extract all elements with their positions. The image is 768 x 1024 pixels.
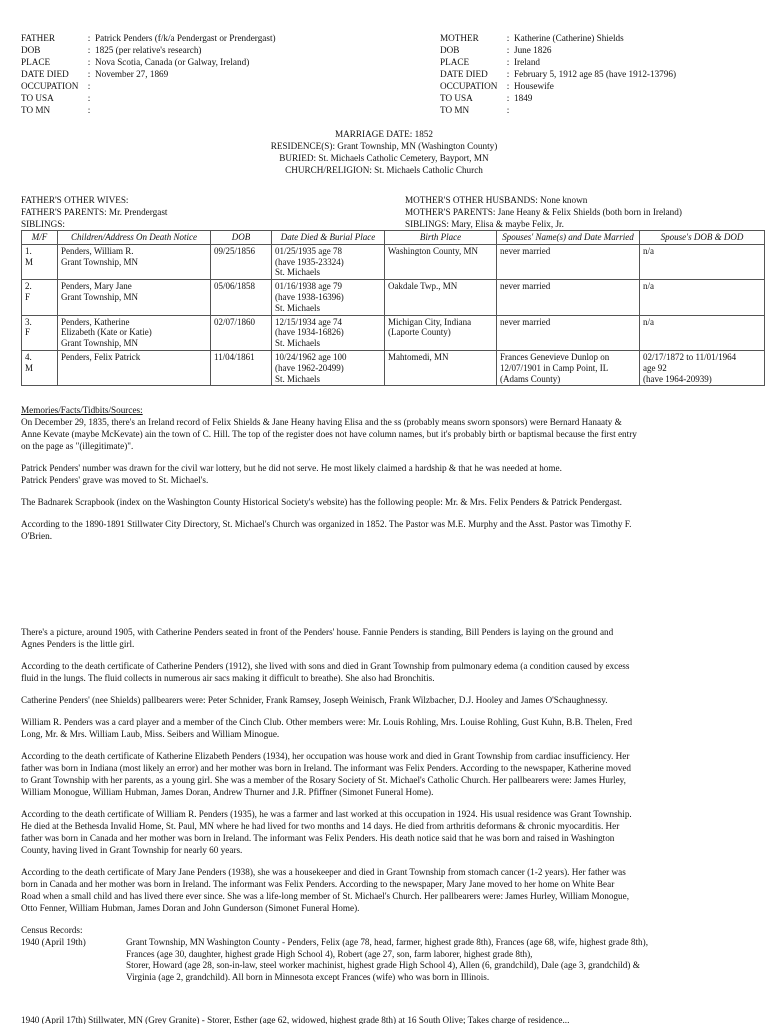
- father-row: [21, 105, 276, 117]
- table-header-row: [22, 231, 765, 245]
- cell-died: [272, 280, 385, 315]
- table-row: [22, 315, 765, 350]
- cell-spouse-dates: [640, 244, 765, 279]
- cell-child: [58, 244, 211, 279]
- note-line: According to the 1890-1891 Stillwater City Directory, St. Michael's Church was organized in 1852. The Pastor was M.E. Murphy and the Asst. Pastor was Timothy F.: [21, 518, 632, 529]
- notes-section-2: [21, 627, 749, 984]
- father-label: FATHER: [21, 33, 56, 43]
- colon-separator: :: [506, 81, 510, 91]
- cell-birth-place: [385, 244, 497, 279]
- cell-mf-line: F: [25, 327, 31, 338]
- note-line: Patrick Penders' grave was moved to St. Michael's.: [21, 474, 209, 485]
- note-paragraph: [21, 751, 749, 799]
- cell-died-line: (have 1962-20499): [275, 362, 344, 373]
- colon-separator: :: [87, 57, 91, 67]
- note-paragraph: [21, 867, 749, 915]
- cell-child-line: Penders, William R.: [61, 245, 134, 256]
- cell-birth-place-line: Oakdale Twp., MN: [388, 281, 458, 292]
- mother-value: Housewife: [514, 81, 554, 91]
- note-line: On December 29, 1835, there's an Ireland record of Felix Shields & Jane Heany having Elisa and the ss (probably means sworn sponsors) were Bernard Hanaaty &: [21, 416, 622, 427]
- cell-spouse-line: never married: [500, 245, 551, 256]
- col-header-dob: DOB: [211, 231, 272, 245]
- note-line: Agnes Penders is the little girl.: [21, 639, 135, 649]
- cell-child: [58, 280, 211, 315]
- mother-label: DATE DIED: [440, 69, 488, 79]
- mother-other-husbands: MOTHER'S OTHER HUSBANDS: None known: [405, 195, 588, 205]
- father-label: OCCUPATION: [21, 81, 79, 91]
- father-row: [21, 81, 276, 93]
- cell-spouse-line: 12/07/1901 in Camp Point, IL: [500, 362, 609, 373]
- residence: RESIDENCE(S): Grant Township, MN (Washington County): [270, 141, 498, 151]
- colon-separator: :: [87, 81, 91, 91]
- note-line: According to the death certificate of Catherine Penders (1912), she lived with sons and died in Grant Township from pulmonary edema (a condition caused by excess: [21, 661, 630, 671]
- note-line: to Grant Township with her parents, as a young girl. She was a member of the Rosary Society of St. Michael's Catholic Church. Her pallbearers were: James Hurley,: [21, 775, 626, 785]
- note-paragraph: [21, 417, 749, 453]
- mother-label: PLACE: [440, 57, 470, 67]
- cell-died: [272, 350, 385, 385]
- father-row: [21, 33, 276, 45]
- note-paragraph: [21, 627, 749, 651]
- colon-separator: :: [506, 57, 510, 67]
- father-value: 1825 (per relative's research): [95, 45, 202, 55]
- cell-died-line: St. Michaels: [275, 267, 320, 278]
- census-heading: Census Records:: [21, 925, 83, 935]
- col-header-mf: M/F: [22, 231, 58, 245]
- note-paragraph: [21, 519, 749, 543]
- cell-child-line: Penders, Mary Jane: [61, 281, 132, 292]
- cell-spouse-dates: [640, 350, 765, 385]
- cell-dob: 11/04/1861: [211, 350, 272, 385]
- mother-row: [440, 93, 676, 105]
- mother-siblings: SIBLINGS: Mary, Elisa & maybe Felix, Jr.: [405, 219, 564, 229]
- cell-spouse-dates-line: n/a: [643, 281, 654, 292]
- cell-child: [58, 315, 211, 350]
- note-line: Long, Mr. & Mrs. William Laub, Miss. Seibers and William Minogue.: [21, 729, 280, 739]
- colon-separator: :: [87, 45, 91, 55]
- father-value: November 27, 1869: [95, 69, 169, 79]
- colon-separator: :: [87, 105, 91, 115]
- father-label: PLACE: [21, 57, 51, 67]
- note-line: County, having lived in Grant Township for nearly 60 years.: [21, 845, 243, 855]
- note-line: The Badnarek Scrapbook (index on the Washington County Historical Society's website) has the following people: Mr. & Mrs. Felix Penders & Patrick Pendergast.: [21, 496, 622, 507]
- cell-spouse-dates-line: (have 1964-20939): [643, 373, 712, 384]
- cell-spouse-dates-line: n/a: [643, 316, 654, 327]
- cell-mf-line: 3.: [25, 316, 32, 327]
- mother-row: [440, 105, 676, 117]
- census-year: 1940 (April 19th): [21, 936, 86, 947]
- colon-separator: :: [506, 33, 510, 43]
- note-line: on the page as "(illegitimate)".: [21, 440, 134, 451]
- census-record: [21, 937, 749, 984]
- census-text: [126, 937, 749, 984]
- cell-child-line: Penders, Katherine: [61, 316, 130, 327]
- census-line: Storer, Howard (age 28, son-in-law, steel worker machinist, highest grade High School 4), Allen (6, grandchild), Dale (age 3, grandchild) &: [126, 960, 640, 971]
- cell-birth-place-line: Michigan City, Indiana: [388, 316, 472, 327]
- colon-separator: :: [87, 69, 91, 79]
- cell-mf-line: F: [25, 291, 31, 302]
- colon-separator: :: [506, 93, 510, 103]
- cell-birth-place-line: Washington County, MN: [388, 245, 478, 256]
- cell-spouse-dates-line: 02/17/1872 to 11/01/1964: [643, 351, 737, 362]
- father-info: [21, 33, 276, 117]
- cell-dob: 09/25/1856: [211, 244, 272, 279]
- marriage-date: MARRIAGE DATE: 1852: [335, 129, 433, 139]
- mother-label: OCCUPATION: [440, 81, 498, 91]
- mother-parents: MOTHER'S PARENTS: Jane Heany & Felix Shields (both born in Ireland): [405, 207, 682, 217]
- mother-row: [440, 57, 676, 69]
- cell-died-line: 12/15/1934 age 74: [275, 316, 342, 327]
- mother-info: [440, 33, 676, 117]
- note-line: Otto Fenner, William Hubman, James Doran and John Gunderson (Simonet Funeral Home).: [21, 903, 360, 913]
- note-line: According to the death certificate of William R. Penders (1935), he was a farmer and last worked at this occupation in 1924. His usual residence was Grant Township.: [21, 809, 632, 819]
- cell-child: [58, 350, 211, 385]
- father-label: DATE DIED: [21, 69, 69, 79]
- note-paragraph: [21, 695, 749, 707]
- note-line: Road when a small child and has lived there ever since. She was a life-long member of St. Michael's Church. Her pallbearers were: James Hurley, William Monogue,: [21, 891, 629, 901]
- father-label: TO USA: [21, 93, 54, 103]
- mother-row: [440, 81, 676, 93]
- note-line: father was born in Indiana (most likely an error) and her mother was born in Ireland. The informant was Felix Penders. According to the newspaper, Katherine moved: [21, 763, 631, 773]
- cell-died-line: (have 1938-16396): [275, 291, 344, 302]
- col-header-spouses: Spouses' Name(s) and Date Married: [497, 231, 640, 245]
- mother-value: June 1826: [514, 45, 552, 55]
- cell-mf-line: 2.: [25, 281, 32, 292]
- cell-child-line: Penders, Felix Patrick: [61, 351, 141, 362]
- cell-birth-place: [385, 315, 497, 350]
- cell-spouse-line: never married: [500, 316, 551, 327]
- cell-died: [272, 315, 385, 350]
- father-row: [21, 57, 276, 69]
- cell-died-line: (have 1934-16826): [275, 327, 344, 338]
- cell-birth-place-line: (Laporte County): [388, 327, 451, 338]
- mother-value: February 5, 1912 age 85 (have 1912-13796): [514, 69, 677, 79]
- father-row: [21, 93, 276, 105]
- mother-label: TO MN: [440, 105, 470, 115]
- note-line: Patrick Penders' number was drawn for the civil war lottery, but he did not serve. He most likely claimed a hardship & that he was needed at home.: [21, 462, 562, 473]
- cell-spouse-dates: [640, 315, 765, 350]
- note-paragraph: [21, 809, 749, 857]
- buried: BURIED: St. Michaels Catholic Cemetery, Bayport, MN: [279, 153, 489, 163]
- cell-died: [272, 244, 385, 279]
- cell-died-line: St. Michaels: [275, 302, 320, 313]
- notes-heading: Memories/Facts/Tidbits/Sources:: [21, 405, 143, 415]
- mother-label: TO USA: [440, 93, 473, 103]
- cell-mf-line: M: [25, 256, 34, 267]
- children-table: [21, 230, 765, 386]
- note-line: According to the death certificate of Mary Jane Penders (1938), she was a housekeeper and died in Grant Township from stomach cancer (1-2 years). Her father was: [21, 867, 626, 877]
- mother-value: Ireland: [514, 57, 541, 67]
- census-line: Grant Township, MN Washington County - Penders, Felix (age 78, head, farmer, highest grade 8th), Frances (age 68, wife, highest grade 8th),: [126, 936, 648, 947]
- cell-spouse-line: never married: [500, 281, 551, 292]
- mother-relations: [405, 194, 682, 230]
- cell-child-line: Grant Township, MN: [61, 291, 138, 302]
- cell-spouse: [497, 280, 640, 315]
- cell-spouse-dates-line: age 92: [643, 362, 667, 373]
- census-line: Frances (age 30, daughter, highest grade High School 4), Robert (age 27, son, farm laborer, highest grade 8th),: [126, 948, 533, 959]
- col-header-spouse-dates: Spouse's DOB & DOD: [640, 231, 765, 245]
- cell-spouse-line: Frances Genevieve Dunlop on: [500, 351, 610, 362]
- cell-spouse: [497, 350, 640, 385]
- cell-died-line: (have 1935-23324): [275, 256, 344, 267]
- mother-label: MOTHER: [440, 33, 479, 43]
- mother-value: Katherine (Catherine) Shields: [514, 33, 624, 43]
- note-line: Anne Kevate (maybe McKevate) ain the town of C. Hill. The top of the register does not have column names, but it's probably birth or baptismal because the first entry: [21, 428, 637, 439]
- cell-dob: 05/06/1858: [211, 280, 272, 315]
- note-line: father was born in Canada and her mother was born in Ireland. The informant was Felix Penders. His death notice said that he was born and raised in Washington: [21, 833, 615, 843]
- colon-separator: :: [87, 93, 91, 103]
- cell-dob: 02/07/1860: [211, 315, 272, 350]
- cell-birth-place: [385, 350, 497, 385]
- cell-died-line: St. Michaels: [275, 373, 320, 384]
- mother-row: [440, 45, 676, 57]
- colon-separator: :: [506, 105, 510, 115]
- father-value: Nova Scotia, Canada (or Galway, Ireland): [95, 57, 250, 67]
- father-siblings: SIBLINGS:: [21, 219, 65, 229]
- col-header-children: Children/Address On Death Notice: [58, 231, 211, 245]
- cell-birth-place: [385, 280, 497, 315]
- note-line: There's a picture, around 1905, with Catherine Penders seated in front of the Penders' house. Fannie Penders is standing, Bill Penders is laying on the ground and: [21, 627, 614, 637]
- note-line: O'Brien.: [21, 530, 52, 541]
- cell-child-line: Grant Township, MN: [61, 256, 138, 267]
- cell-mf-line: 1.: [25, 245, 32, 256]
- note-paragraph: [21, 717, 749, 741]
- table-row: [22, 350, 765, 385]
- note-line: William R. Penders was a card player and a member of the Cinch Club. Other members were: Mr. Louis Rohling, Mrs. Louise Rohling, Gust Kuhn, B.B. Thelen, Fred: [21, 717, 633, 727]
- cell-mf: [22, 280, 58, 315]
- cell-child-line: Grant Township, MN: [61, 338, 138, 349]
- colon-separator: :: [506, 69, 510, 79]
- cut-off-census-line: 1940 (April 17th) Stillwater, MN (Grey Granite) - Storer, Esther (age 62, widowed, highest grade 8th) at 16 South Olive; Takes charge of residence...: [21, 1015, 570, 1024]
- colon-separator: :: [506, 45, 510, 55]
- note-paragraph: [21, 463, 749, 487]
- cell-died-line: 01/16/1938 age 79: [275, 281, 342, 292]
- cell-mf: [22, 244, 58, 279]
- note-line: William Monogue, William Hubman, James Doran, Andrew Thurner and J.R. Pfiffner (Simonet Funeral Home).: [21, 787, 434, 797]
- cell-died-line: 01/25/1935 age 78: [275, 245, 342, 256]
- note-line: fluid in the lungs. The fluid collects in numerous air sacs making it difficult to breathe). She also had Bronchitis.: [21, 673, 435, 683]
- mother-value: 1849: [514, 93, 533, 103]
- table-row: [22, 280, 765, 315]
- cell-spouse-dates: [640, 280, 765, 315]
- cell-mf: [22, 350, 58, 385]
- colon-separator: :: [87, 33, 91, 43]
- mother-row: [440, 69, 676, 81]
- father-label: DOB: [21, 45, 41, 55]
- cell-died-line: 10/24/1962 age 100: [275, 351, 347, 362]
- father-value: Patrick Penders (f/k/a Pendergast or Prendergast): [95, 33, 276, 43]
- col-header-birth-place: Birth Place: [385, 231, 497, 245]
- cell-child-line: Elizabeth (Kate or Katie): [61, 327, 152, 338]
- census-line: Virginia (age 2, grandchild). All born in Minnesota except Frances (wife) who was born in Illinois.: [126, 972, 490, 983]
- father-relations: [21, 194, 167, 230]
- cell-spouse-line: (Adams County): [500, 373, 561, 384]
- note-line: He died at the Bethesda Invalid Home, St. Paul, MN where he had lived for two months and 14 days. He died from arthritis deformans & chronic myocarditis. Her: [21, 821, 620, 831]
- cell-spouse-dates-line: n/a: [643, 245, 654, 256]
- cell-spouse: [497, 315, 640, 350]
- note-paragraph: [21, 661, 749, 685]
- father-parents: FATHER'S PARENTS: Mr. Prendergast: [21, 207, 168, 217]
- father-row: [21, 45, 276, 57]
- cell-spouse: [497, 244, 640, 279]
- cell-mf: [22, 315, 58, 350]
- note-line: Catherine Penders' (nee Shields) pallbearers were: Peter Schnider, Frank Ramsey, Joseph Weinisch, Frank Wilzbacher, D.J. Hooley and James O'Schaughnessy.: [21, 695, 608, 705]
- col-header-died: Date Died & Burial Place: [272, 231, 385, 245]
- church-religion: CHURCH/RELIGION: St. Michaels Catholic Church: [285, 165, 483, 175]
- cell-mf-line: 4.: [25, 351, 32, 362]
- notes-section: [21, 405, 749, 553]
- cell-mf-line: M: [25, 362, 34, 373]
- marriage-info: [0, 129, 768, 177]
- note-line: born in Canada and her mother was born in Ireland. The informant was Felix Penders. According to the newspaper, Mary Jane moved to her home on White Bear: [21, 879, 615, 889]
- father-other-wives: FATHER'S OTHER WIVES:: [21, 195, 129, 205]
- cell-died-line: St. Michaels: [275, 338, 320, 349]
- mother-row: [440, 33, 676, 45]
- mother-label: DOB: [440, 45, 460, 55]
- cell-birth-place-line: Mahtomedi, MN: [388, 351, 449, 362]
- note-line: According to the death certificate of Katherine Elizabeth Penders (1934), her occupation was house work and died in Grant Township from cardiac insufficiency. Her: [21, 751, 630, 761]
- note-paragraph: [21, 497, 749, 509]
- table-row: [22, 244, 765, 279]
- father-row: [21, 69, 276, 81]
- father-label: TO MN: [21, 105, 51, 115]
